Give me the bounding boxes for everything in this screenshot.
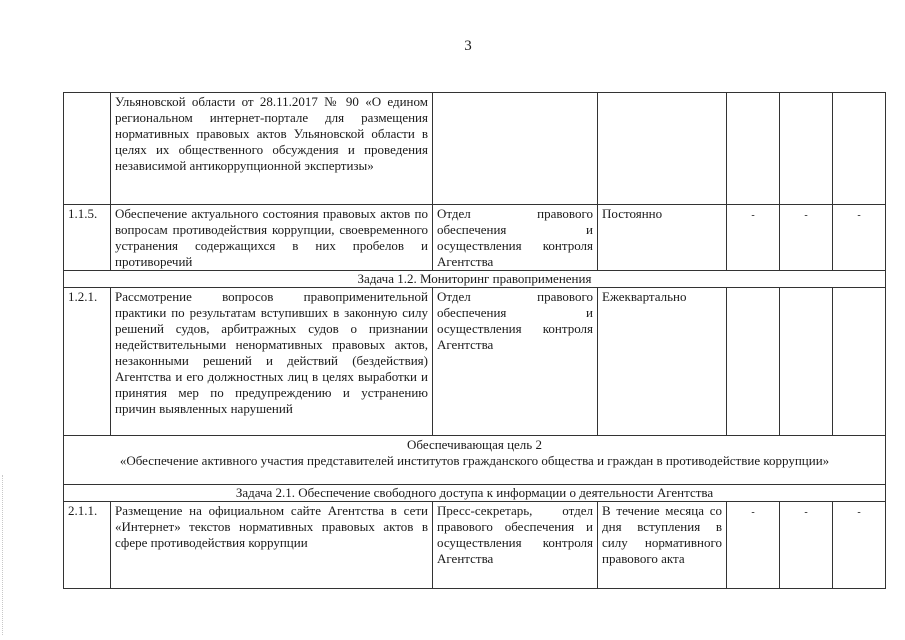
funding-cell-1 [727,288,780,436]
measure-term: Постоянно [598,205,727,271]
funding-cell-3 [833,288,886,436]
funding-cell-2: - [780,502,833,589]
funding-cell-2 [780,288,833,436]
row-number: 1.1.5. [64,205,111,271]
funding-cell-3: - [833,502,886,589]
measure-term: В течение месяца со дня вступления в силу нормативного правового акта [598,502,727,589]
table-row [64,93,886,205]
funding-cell-3: - [833,205,886,271]
funding-cell-1 [727,93,780,205]
goal-heading-row [64,436,886,485]
row-number: 1.2.1. [64,288,111,436]
table-row [64,288,886,436]
goal-description: «Обеспечение активного участия представителей институтов гражданского общества и граждан в противодействие коррупции» [119,453,830,468]
table-row [64,502,886,589]
row-number: 2.1.1. [64,502,111,589]
measure-description: Обеспечение актуального состояния правовых актов по вопросам противодействия коррупции, своевременного устранения содержащихся в них пробелов и противоречий [111,205,433,271]
page-number: 3 [464,38,472,54]
funding-cell-1: - [727,502,780,589]
task-heading-row [64,485,886,502]
measure-term: Ежеквартально [598,288,727,436]
scan-edge-mark [2,475,5,635]
task-heading: Задача 2.1. Обеспечение свободного доступа к информации о деятельности Агентства [64,485,886,502]
funding-cell-2: - [780,205,833,271]
funding-cell-3 [833,93,886,205]
task-heading-row [64,271,886,288]
task-heading: Задача 1.2. Мониторинг правоприменения [64,271,886,288]
measure-executor: Пресс-секретарь, отдел правового обеспечения и осуществления контроля Агентства [433,502,598,589]
measure-description: Рассмотрение вопросов правоприменительной практики по результатам вступивших в законную силу решений судов, арбитражных судов о признании недействительными ненормативных правовых актов, незаконными решений и действий (бездействия) Агентства и его должностных лиц в целях выработки и принятия мер по предупреждению и устранению причин выявленных нарушений [111,288,433,436]
measure-executor [433,93,598,205]
measures-table [63,92,886,589]
goal-title: Обеспечивающая цель 2 [407,437,542,452]
measure-description: Размещение на официальном сайте Агентства в сети «Интернет» текстов нормативных правовых актов в сфере противодействия коррупции [111,502,433,589]
measure-description: Ульяновской области от 28.11.2017 № 90 «О едином региональном интернет-портале для размещения нормативных правовых актов Ульяновской области в целях их общественного обсуждения и проведения независимой антикоррупционной экспертизы» [111,93,433,205]
measure-executor: Отдел правового обеспечения и осуществления контроля Агентства [433,205,598,271]
funding-cell-2 [780,93,833,205]
funding-cell-1: - [727,205,780,271]
goal-heading [64,436,886,485]
row-number [64,93,111,205]
table-row [64,205,886,271]
measure-executor: Отдел правового обеспечения и осуществления контроля Агентства [433,288,598,436]
measure-term [598,93,727,205]
